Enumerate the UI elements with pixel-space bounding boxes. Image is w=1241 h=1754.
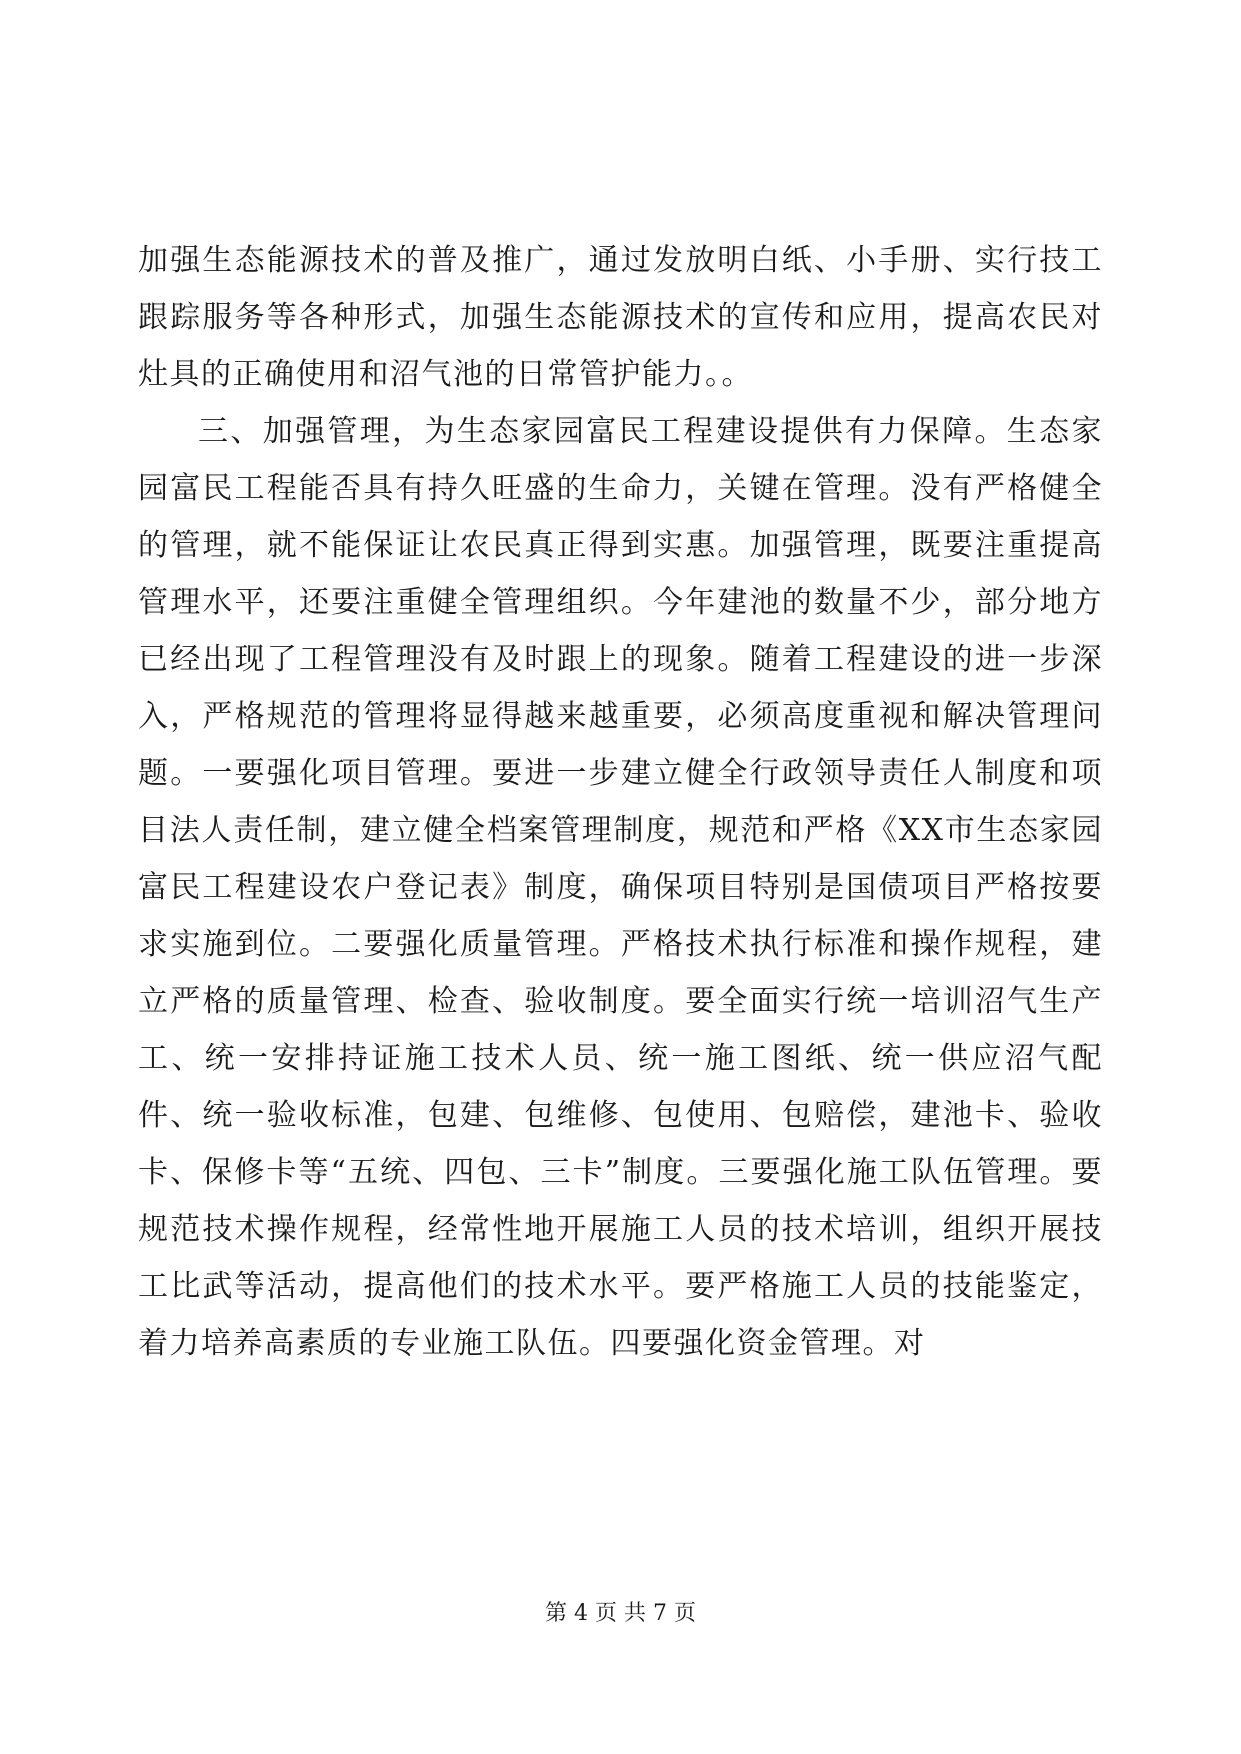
document-body bbox=[138, 232, 1103, 1372]
page-number-footer: 第 4 页 共 7 页 bbox=[545, 1601, 696, 1626]
paragraph-1: 加强生态能源技术的普及推广，通过发放明白纸、小手册、实行技工跟踪服务等各种形式，加强生态能源技术的宣传和应用，提高农民对灶具的正确使用和沼气池的日常管护能力。。 bbox=[138, 243, 1103, 392]
paragraph-2: 三、加强管理，为生态家园富民工程建设提供有力保障。生态家园富民工程能否具有持久旺盛的生命力，关键在管理。没有严格健全的管理，就不能保证让农民真正得到实惠。加强管理，既要注重提高管理水平，还要注重健全管理组织。今年建池的数量不少，部分地方已经出现了工程管理没有及时跟上的现象。随着工程建设的进一步深入，严格规范的管理将显得越来越重要，必须高度重视和解决管理问题。一要强化项目管理。要进一步建立健全行政领导责任人制度和项目法人责任制，建立健全档案管理制度，规范和严格《XX市生态家园富民工程建设农户登记表》制度，确保项目特别是国债项目严格按要求实施到位。二要强化质量管理。严格技术执行标准和操作规程，建立严格的质量管理、检查、验收制度。要全面实行统一培训沼气生产工、统一安排持证施工技术人员、统一施工图纸、统一供应沼气配件、统一验收标准，包建、包维修、包使用、包赔偿，建池卡、验收卡、保修卡等“五统、四包、三卡”制度。三要强化施工队伍管理。要规范技术操作规程，经常性地开展施工人员的技术培训，组织开展技工比武等活动，提高他们的技术水平。要严格施工人员的技能鉴定，着力培养高素质的专业施工队伍。四要强化资金管理。对 bbox=[138, 414, 1103, 1361]
